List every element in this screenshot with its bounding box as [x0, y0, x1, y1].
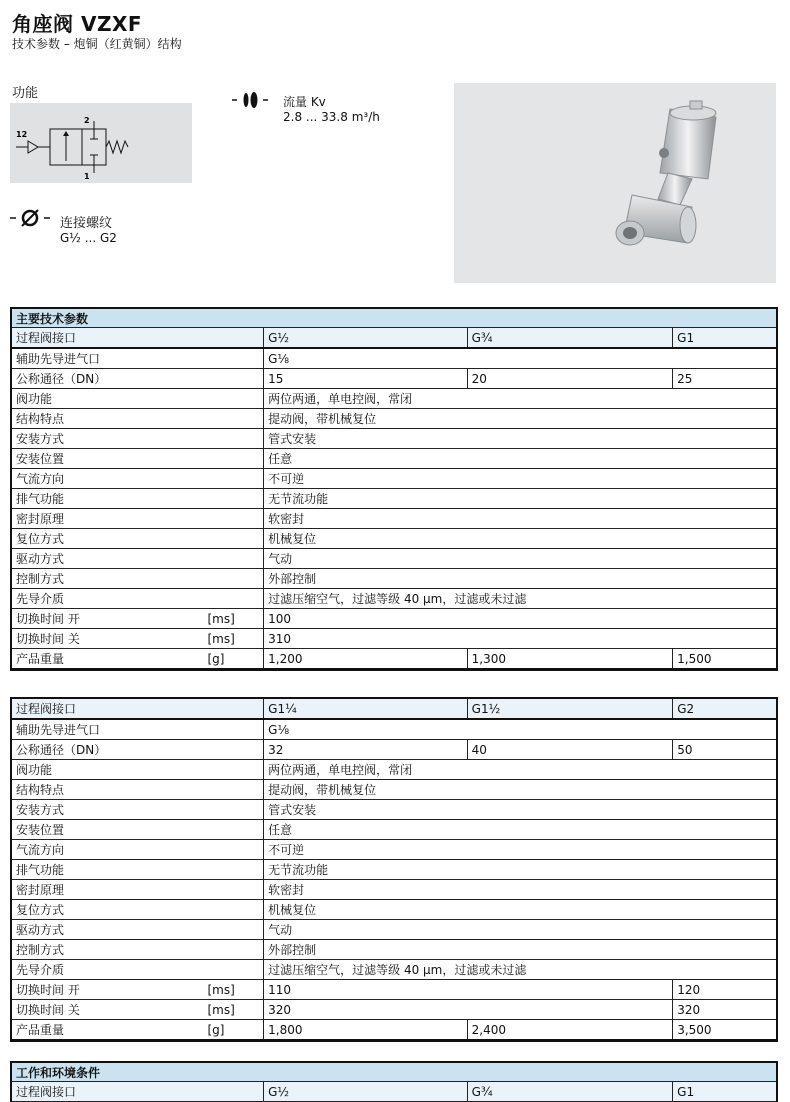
row-value: 50 [673, 740, 777, 760]
row-unit: [g] [203, 649, 263, 670]
row-value: 1,500 [673, 649, 777, 670]
row-value: 过滤压缩空气，过滤等级 40 μm，过滤或未过滤 [264, 589, 777, 609]
row-label: 切换时间 开 [11, 980, 203, 1000]
table-row [11, 820, 777, 840]
row-value: 3,500 [673, 1020, 777, 1041]
table-row [11, 549, 777, 569]
row-value: 320 [673, 1000, 777, 1020]
table-row [11, 900, 777, 920]
table-row [11, 940, 777, 960]
row-value: 1,200 [264, 649, 468, 670]
row-value: 110 [264, 980, 673, 1000]
table-header-cell: G¾ [467, 1082, 673, 1102]
table-row [11, 529, 777, 549]
row-value: 320 [264, 1000, 673, 1020]
product-photo [454, 83, 776, 283]
row-value: 120 [673, 980, 777, 1000]
row-value: 两位两通，单电控阀，常闭 [264, 760, 777, 780]
row-value: 过滤压缩空气，过滤等级 40 μm，过滤或未过滤 [264, 960, 777, 980]
table-row [11, 780, 777, 800]
table-row [11, 1000, 777, 1020]
row-value: 气动 [264, 920, 777, 940]
row-label: 切换时间 关 [11, 1000, 203, 1020]
row-label: 密封原理 [11, 880, 264, 900]
row-value: 1,300 [467, 649, 673, 670]
table-row [11, 569, 777, 589]
table-header-cell: G1 [673, 1082, 777, 1102]
row-label: 复位方式 [11, 900, 264, 920]
row-value: 软密封 [264, 880, 777, 900]
row-label: 阀功能 [11, 760, 264, 780]
row-value: 任意 [264, 449, 777, 469]
row-label: 公称通径（DN） [11, 369, 264, 389]
row-value: 外部控制 [264, 569, 777, 589]
row-label: 结构特点 [11, 780, 264, 800]
row-value: 32 [264, 740, 468, 760]
table-row [11, 649, 777, 670]
row-value: G⅛ [264, 348, 777, 369]
row-value: 不可逆 [264, 840, 777, 860]
flow-range: 2.8 ... 33.8 m³/h [283, 110, 380, 124]
table-header-cell: G½ [264, 1082, 468, 1102]
row-label: 控制方式 [11, 569, 264, 589]
table-row [11, 348, 777, 369]
row-unit: [ms] [203, 629, 263, 649]
table-header-cell: G¾ [467, 328, 673, 349]
table-row [11, 389, 777, 409]
table-header-cell: 过程阀接口 [11, 328, 264, 349]
row-value: 无节流功能 [264, 860, 777, 880]
row-label: 驱动方式 [11, 920, 264, 940]
port-label-12: 12 [16, 130, 28, 139]
row-value: G⅛ [264, 719, 777, 740]
row-value: 软密封 [264, 509, 777, 529]
valve-symbol-diagram [10, 103, 192, 183]
row-value: 不可逆 [264, 469, 777, 489]
row-label: 密封原理 [11, 509, 264, 529]
table-row [11, 719, 777, 740]
row-label: 辅助先导进气口 [11, 348, 264, 369]
table-row [11, 860, 777, 880]
function-label: 功能 [12, 86, 39, 101]
row-value: 两位两通，单电控阀，常闭 [264, 389, 777, 409]
table-header-cell: G1¼ [264, 698, 468, 719]
table-header-cell: G1 [673, 328, 777, 349]
row-label: 安装位置 [11, 820, 264, 840]
row-label: 先导介质 [11, 960, 264, 980]
row-value: 40 [467, 740, 673, 760]
row-label: 阀功能 [11, 389, 264, 409]
row-label: 安装位置 [11, 449, 264, 469]
row-label: 气流方向 [11, 469, 264, 489]
table-row [11, 609, 777, 629]
page-subtitle: 技术参数 – 炮铜（红黄铜）结构 [12, 37, 182, 51]
row-label: 切换时间 关 [11, 629, 203, 649]
row-label: 复位方式 [11, 529, 264, 549]
flow-icon [232, 90, 272, 110]
row-value: 机械复位 [264, 900, 777, 920]
row-value: 管式安装 [264, 429, 777, 449]
thread-connection-icon [10, 208, 54, 228]
row-label: 排气功能 [11, 489, 264, 509]
table-row [11, 589, 777, 609]
row-label: 产品重量 [11, 649, 203, 670]
table-header-cell: G½ [264, 328, 468, 349]
row-value: 提动阀，带机械复位 [264, 409, 777, 429]
table-row [11, 960, 777, 980]
table-row [11, 800, 777, 820]
row-value: 1,800 [264, 1020, 468, 1041]
section-title: 主要技术参数 [11, 308, 777, 328]
table-row [11, 449, 777, 469]
port-label-1: 1 [84, 172, 90, 181]
table-header-cell: G1½ [467, 698, 673, 719]
row-unit: [ms] [203, 1000, 263, 1020]
row-label: 安装方式 [11, 429, 264, 449]
row-label: 排气功能 [11, 860, 264, 880]
table-row [11, 469, 777, 489]
row-value: 20 [467, 369, 673, 389]
row-value: 气动 [264, 549, 777, 569]
row-label: 结构特点 [11, 409, 264, 429]
table-row [11, 409, 777, 429]
row-label: 安装方式 [11, 800, 264, 820]
row-label: 气流方向 [11, 840, 264, 860]
row-unit: [g] [203, 1020, 263, 1041]
table-row [11, 429, 777, 449]
row-label: 驱动方式 [11, 549, 264, 569]
table-row [11, 880, 777, 900]
row-label: 辅助先导进气口 [11, 719, 264, 740]
row-value: 管式安装 [264, 800, 777, 820]
row-label: 控制方式 [11, 940, 264, 960]
table-header-cell: 过程阀接口 [11, 698, 264, 719]
row-value: 提动阀，带机械复位 [264, 780, 777, 800]
section-title: 工作和环境条件 [11, 1062, 777, 1082]
row-label: 先导介质 [11, 589, 264, 609]
table-row [11, 509, 777, 529]
row-value: 2,400 [467, 1020, 673, 1041]
row-value: 外部控制 [264, 940, 777, 960]
row-unit: [ms] [203, 609, 263, 629]
page-title: 角座阀 VZXF [12, 12, 143, 36]
table-row [11, 489, 777, 509]
main-spec-table [10, 307, 778, 671]
row-value: 无节流功能 [264, 489, 777, 509]
table-row [11, 980, 777, 1000]
operating-conditions-table [10, 1061, 778, 1102]
table-row [11, 740, 777, 760]
port-label-2: 2 [84, 116, 90, 125]
connection-title: 连接螺纹 [60, 216, 113, 231]
table-row [11, 629, 777, 649]
row-value: 任意 [264, 820, 777, 840]
table-row [11, 840, 777, 860]
row-value: 15 [264, 369, 468, 389]
table-header-cell: 过程阀接口 [11, 1082, 264, 1102]
row-value: 25 [673, 369, 777, 389]
table-row [11, 369, 777, 389]
row-unit: [ms] [203, 980, 263, 1000]
valve-symbol-icon [10, 103, 192, 183]
row-label: 切换时间 开 [11, 609, 203, 629]
row-value: 100 [264, 609, 777, 629]
connection-range: G½ ... G2 [60, 231, 117, 245]
table-row [11, 760, 777, 780]
table-header-cell: G2 [673, 698, 777, 719]
main-spec-table-2 [10, 697, 778, 1042]
row-label: 公称通径（DN） [11, 740, 264, 760]
row-label: 产品重量 [11, 1020, 203, 1041]
row-value: 机械复位 [264, 529, 777, 549]
row-value: 310 [264, 629, 777, 649]
flow-title: 流量 Kv [283, 95, 326, 109]
table-row [11, 1020, 777, 1041]
table-row [11, 920, 777, 940]
